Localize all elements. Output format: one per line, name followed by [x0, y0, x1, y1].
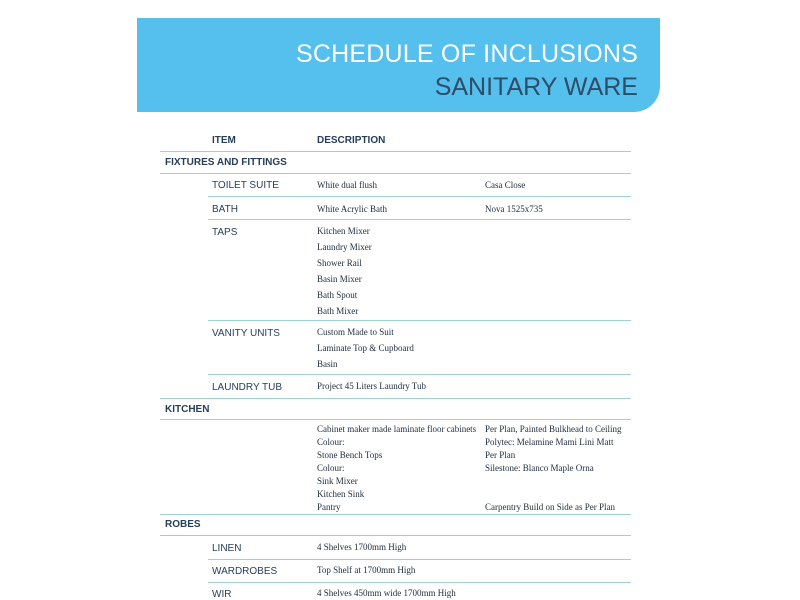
note-bath: Nova 1525x735: [485, 204, 543, 214]
item-bath: BATH: [212, 204, 238, 215]
taps-line: Bath Mixer: [317, 306, 359, 316]
kitchen-note: Carpentry Build on Side as Per Plan: [485, 502, 615, 512]
item-wardrobes: WARDROBES: [212, 566, 278, 577]
item-vanity-units: VANITY UNITS: [212, 328, 280, 339]
section-robes: ROBES: [165, 519, 201, 530]
page-subtitle: SANITARY WARE: [434, 73, 638, 101]
page-title: SCHEDULE OF INCLUSIONS: [296, 40, 638, 68]
description-wir: 4 Shelves 450mm wide 1700mm High: [317, 588, 456, 598]
column-header-description: DESCRIPTION: [317, 135, 386, 146]
taps-line: Bath Spout: [317, 290, 358, 300]
divider: [160, 151, 631, 152]
vanity-line: Basin: [317, 359, 338, 369]
kitchen-note: Polytec: Melamine Mami Lini Matt: [485, 437, 614, 447]
item-wir: WIR: [212, 589, 232, 600]
kitchen-line: Kitchen Sink: [317, 489, 365, 499]
item-toilet-suite: TOILET SUITE: [212, 180, 279, 191]
description-linen: 4 Shelves 1700mm High: [317, 542, 407, 552]
kitchen-note: Silestone: Blanco Maple Orna: [485, 463, 594, 473]
description-toilet-suite: White dual flush: [317, 180, 377, 190]
taps-line: Basin Mixer: [317, 274, 362, 284]
section-fixtures-and-fittings: FIXTURES AND FITTINGS: [165, 157, 287, 168]
divider: [208, 374, 631, 375]
kitchen-line: Sink Mixer: [317, 476, 358, 486]
description-wardrobes: Top Shelf at 1700mm High: [317, 565, 416, 575]
item-laundry-tub: LAUNDRY TUB: [212, 382, 283, 393]
description-laundry-tub: Project 45 Liters Laundry Tub: [317, 381, 426, 391]
note-toilet-suite: Casa Close: [485, 180, 526, 190]
vanity-line: Custom Made to Suit: [317, 327, 394, 337]
vanity-line: Laminate Top & Cupboard: [317, 343, 414, 353]
kitchen-note: Per Plan: [485, 450, 516, 460]
divider: [160, 419, 631, 420]
description-bath: White Acrylic Bath: [317, 204, 387, 214]
divider: [208, 196, 631, 197]
divider: [208, 219, 631, 220]
divider: [208, 559, 631, 560]
taps-line: Laundry Mixer: [317, 242, 372, 252]
column-header-item: ITEM: [212, 135, 236, 146]
divider: [160, 398, 631, 399]
section-kitchen: KITCHEN: [165, 404, 210, 415]
divider: [160, 173, 631, 174]
item-linen: LINEN: [212, 543, 242, 554]
taps-line: Kitchen Mixer: [317, 226, 370, 236]
header-banner: [137, 18, 660, 112]
kitchen-line: Colour:: [317, 437, 345, 447]
divider: [160, 514, 631, 515]
divider: [208, 582, 631, 583]
kitchen-line: Colour:: [317, 463, 345, 473]
kitchen-line: Pantry: [317, 502, 341, 512]
taps-line: Shower Rail: [317, 258, 362, 268]
kitchen-line: Cabinet maker made laminate floor cabinets: [317, 424, 477, 434]
divider: [208, 320, 631, 321]
divider: [160, 535, 631, 536]
kitchen-line: Stone Bench Tops: [317, 450, 383, 460]
kitchen-note: Per Plan, Painted Bulkhead to Ceiling: [485, 424, 622, 434]
item-taps: TAPS: [212, 227, 238, 238]
